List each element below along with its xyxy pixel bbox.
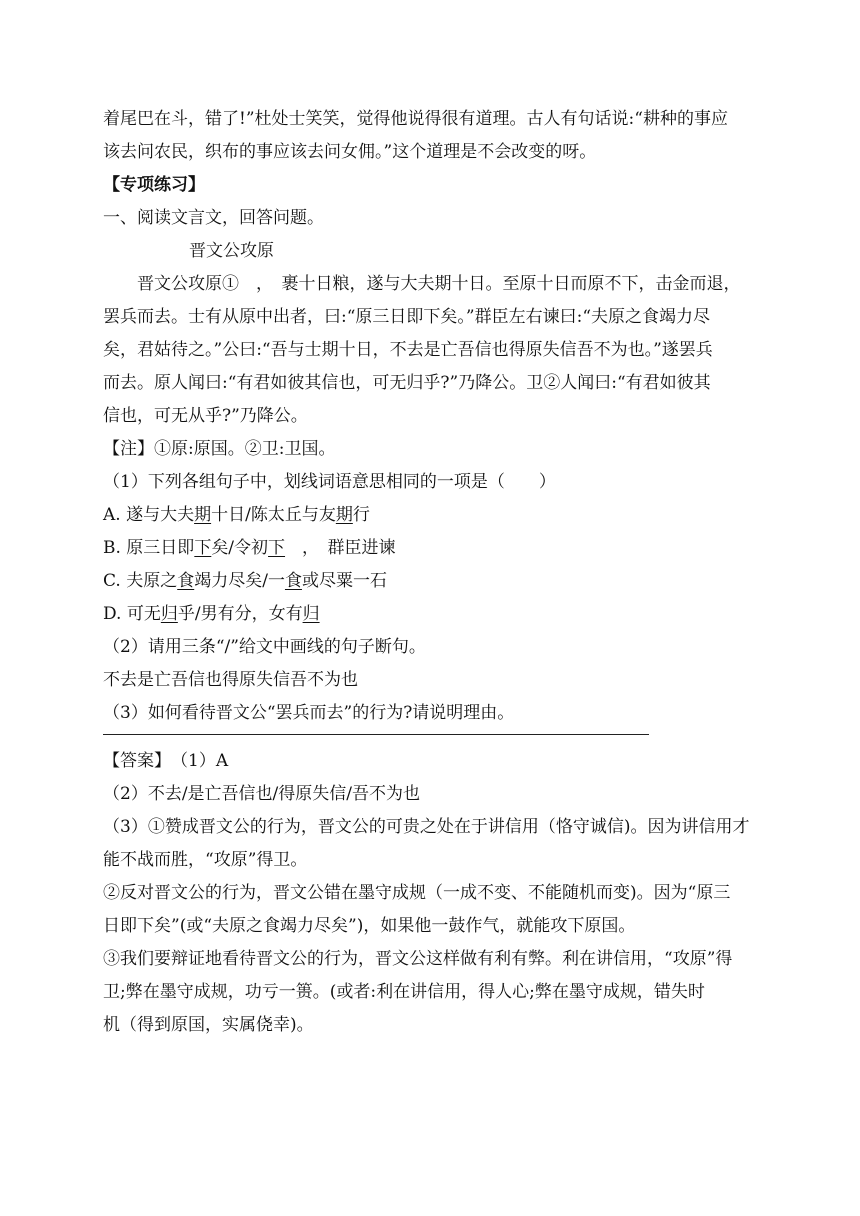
option-text: 行 <box>352 505 370 525</box>
answer-3-line-5: ③我们要辩证地看待晋文公的行为，晋文公这样做有利有弊。利在讲信用，“攻原”得 <box>103 949 733 969</box>
document-content <box>103 103 763 1042</box>
q1-option-d <box>103 598 763 631</box>
underlined-word: 期 <box>335 505 353 525</box>
answer-3-line-6: 卫;弊在墨守成规，功亏一篑。(或者:利在讲信用，得人心;弊在墨守成规，错失时 <box>103 982 705 1002</box>
option-text: C. 夫原之 <box>103 571 178 591</box>
option-text: 竭力尽矣/一 <box>194 571 285 591</box>
intro-line-1: 着尾巴在斗，错了!”杜处士笑笑，觉得他说得很有道理。古人有句话说:“耕种的事应 <box>103 109 728 129</box>
q1-option-b <box>103 532 763 565</box>
option-text: 矣/令初 <box>211 538 269 558</box>
section-heading: 【专项练习】 <box>103 175 205 195</box>
answer-label: 【答案】 <box>103 751 163 771</box>
q2-stem: （2）请用三条“/”给文中画线的句子断句。 <box>103 637 426 657</box>
option-text: 或尽粟一石 <box>301 571 387 591</box>
passage-line-3: 矣，君姑待之。”公曰:“吾与士期十日，不去是亡吾信也得原失信吾不为也。”遂罢兵 <box>103 340 713 360</box>
underlined-word: 食 <box>177 571 195 591</box>
answer-3-line-7: 机（得到原国，实属侥幸)。 <box>103 1015 314 1035</box>
option-text: 乎/男有分，女有 <box>177 604 303 624</box>
passage-line-2: 罢兵而去。士有从原中出者，曰:“原三日即下矣。”群臣左右谏曰:“夫原之食竭力尽 <box>103 307 711 327</box>
intro-line-2: 该去问农民，织布的事应该去问女佣。”这个道理是不会改变的呀。 <box>103 142 597 162</box>
answer-line <box>103 734 649 735</box>
q2-sentence: 不去是亡吾信也得原失信吾不为也 <box>103 670 358 690</box>
passage-line-5: 信也，可无从乎?”乃降公。 <box>103 406 308 426</box>
underlined-word: 下 <box>268 538 286 558</box>
underlined-word: 归 <box>302 604 320 624</box>
passage-line-4: 而去。原人闻曰:“有君如彼其信也，可无归乎?”乃降公。卫②人闻曰:“有君如彼其 <box>103 373 711 393</box>
q1-option-a <box>103 499 763 532</box>
answer-1: （1）A <box>162 751 229 771</box>
answer-2: （2）不去/是亡吾信也/得原失信/吾不为也 <box>103 784 420 804</box>
option-text: ， 群臣进谏 <box>285 538 396 558</box>
q1-stem: （1）下列各组句子中，划线词语意思相同的一项是（ ） <box>103 472 556 492</box>
q3-stem: （3）如何看待晋文公“罢兵而去”的行为?请说明理由。 <box>103 703 515 723</box>
answer-first-line <box>103 745 763 778</box>
passage-title: 晋文公攻原 <box>189 241 274 261</box>
answer-3-line-4: 日即下矣”(或“夫原之食竭力尽矣”)，如果他一鼓作气，就能攻下原国。 <box>103 916 636 936</box>
option-text: 十日/陈太丘与友 <box>211 505 336 525</box>
option-text: A. 遂与大夫 <box>103 505 195 525</box>
question-intro: 一、阅读文言文，回答问题。 <box>103 208 324 228</box>
passage-line-1: 晋文公攻原① ， 裹十日粮，遂与大夫期十日。至原十日而原不下，击金而退， <box>137 274 741 294</box>
option-text: D. 可无 <box>103 604 161 624</box>
underlined-word: 期 <box>194 505 212 525</box>
option-text: B. 原三日即 <box>103 538 195 558</box>
underlined-word: 下 <box>194 538 212 558</box>
answer-3-line-3: ②反对晋文公的行为，晋文公错在墨守成规（一成不变、不能随机而变)。因为“原三 <box>103 883 731 903</box>
underlined-word: 归 <box>160 604 178 624</box>
q1-option-c <box>103 565 763 598</box>
passage-note: 【注】①原:原国。②卫:卫国。 <box>103 439 336 459</box>
underlined-word: 食 <box>284 571 302 591</box>
answer-3-line-1: （3）①赞成晋文公的行为，晋文公的可贵之处在于讲信用（恪守诚信)。因为讲信用才 <box>103 817 750 837</box>
answer-3-line-2: 能不战而胜，“攻原”得卫。 <box>103 850 308 870</box>
